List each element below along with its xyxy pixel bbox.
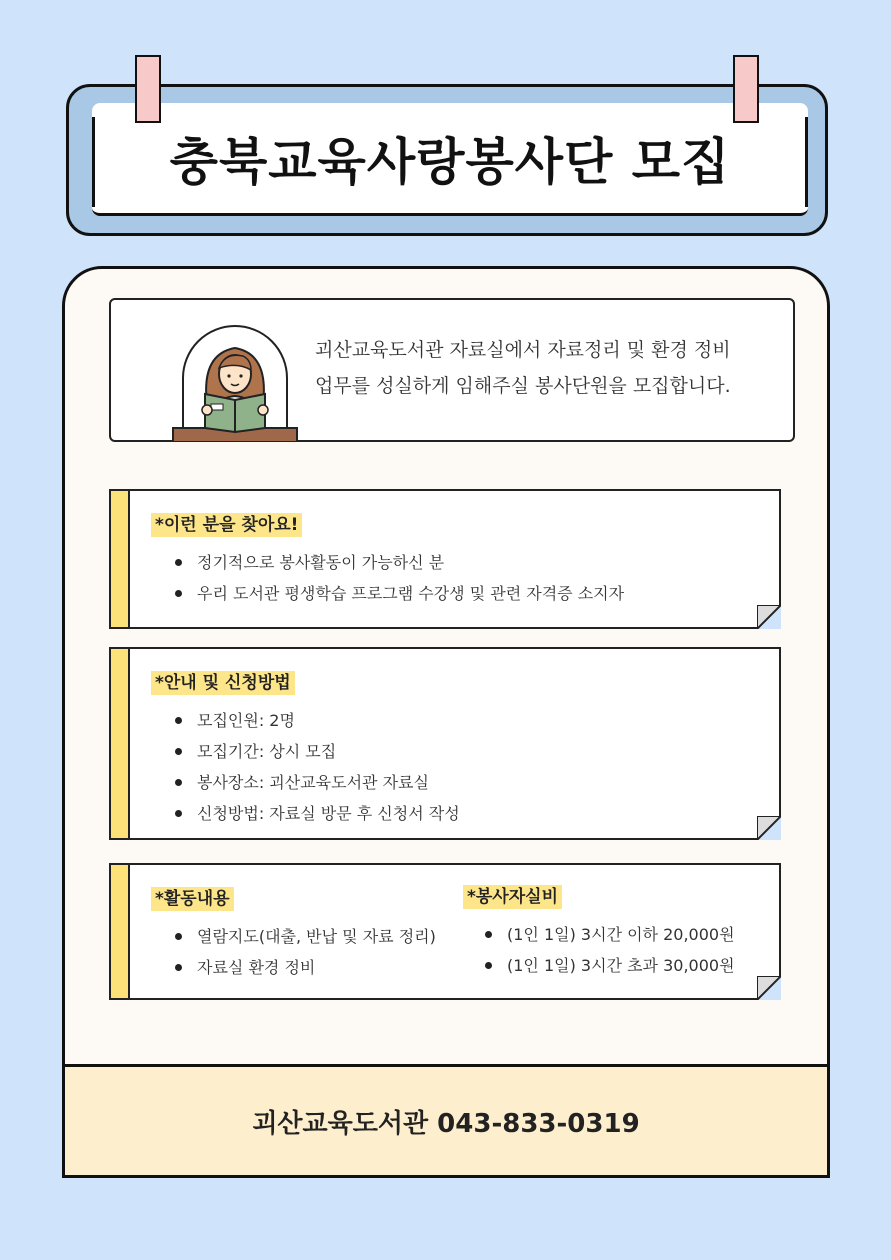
section-list	[173, 705, 460, 829]
section-heading-allowance: *봉사자실비	[463, 885, 562, 909]
footer-contact: 괴산교육도서관 043-833-0319	[252, 1108, 640, 1139]
section-target-audience	[109, 489, 781, 629]
section-list-activities	[173, 921, 436, 983]
list-item: 열람지도(대출, 반납 및 자료 정리)	[173, 921, 436, 952]
list-item: 정기적으로 봉사활동이 가능하신 분	[173, 547, 624, 578]
section-accent-bar	[111, 649, 130, 838]
section-heading: *이런 분을 찾아요!	[151, 513, 302, 537]
list-item: 모집인원: 2명	[173, 705, 460, 736]
section-heading: *안내 및 신청방법	[151, 671, 295, 695]
list-item: (1인 1일) 3시간 이하 20,000원	[483, 919, 735, 950]
title-banner	[92, 103, 808, 216]
intro-line-1: 괴산교육도서관 자료실에서 자료정리 및 환경 정비	[315, 339, 731, 361]
section-guide	[109, 647, 781, 840]
footer	[65, 1064, 827, 1175]
page-title: 충북교육사랑봉사단 모집	[169, 133, 731, 191]
section-activities	[109, 863, 781, 1000]
intro-box	[109, 298, 795, 442]
page-fold-icon	[757, 816, 781, 840]
reading-woman-illustration	[171, 314, 299, 442]
section-accent-bar	[111, 491, 130, 627]
list-item: 신청방법: 자료실 방문 후 신청서 작성	[173, 798, 460, 829]
section-heading-activities: *활동내용	[151, 887, 234, 911]
list-item: 우리 도서관 평생학습 프로그램 수강생 및 관련 자격증 소지자	[173, 578, 624, 609]
page-fold-icon	[757, 976, 781, 1000]
list-item: 모집기간: 상시 모집	[173, 736, 460, 767]
section-list-allowance	[483, 919, 735, 981]
list-item: (1인 1일) 3시간 초과 30,000원	[483, 950, 735, 981]
clip-right	[733, 55, 759, 123]
section-list	[173, 547, 624, 609]
clip-left	[135, 55, 161, 123]
list-item: 봉사장소: 괴산교육도서관 자료실	[173, 767, 460, 798]
page-fold-icon	[757, 605, 781, 629]
intro-text	[315, 332, 785, 404]
intro-line-2: 업무를 성실하게 임해주실 봉사단원을 모집합니다.	[315, 375, 731, 397]
list-item: 자료실 환경 정비	[173, 952, 436, 983]
section-accent-bar	[111, 865, 130, 998]
